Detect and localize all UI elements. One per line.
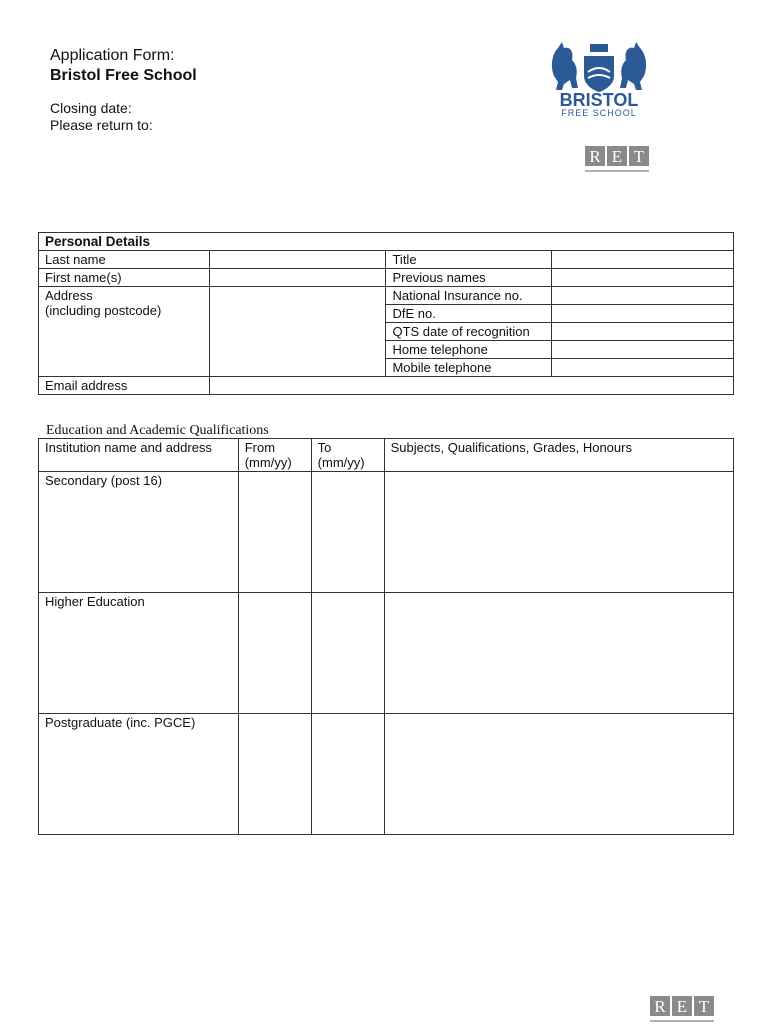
personal-details-table (38, 232, 734, 395)
postgraduate-to-field[interactable] (311, 714, 384, 835)
email-field[interactable] (209, 377, 733, 395)
secondary-label[interactable]: Secondary (post 16) (39, 472, 239, 593)
secondary-to-field[interactable] (311, 472, 384, 593)
table-row (39, 269, 734, 287)
dfe-number-label: DfE no. (386, 305, 552, 323)
to-format: (mm/yy) (317, 455, 365, 470)
ret-logo-footer (648, 994, 718, 1024)
from-format: (mm/yy) (244, 455, 292, 470)
ret-logo (583, 144, 653, 176)
table-row (39, 251, 734, 269)
address-label (39, 287, 210, 377)
dfe-number-field[interactable] (552, 305, 734, 323)
return-to-label: Please return to: (50, 117, 153, 133)
form-title (50, 46, 197, 86)
secondary-subjects-field[interactable] (384, 472, 733, 593)
crown-icon (590, 44, 608, 52)
form-title-line1: Application Form: (50, 47, 175, 64)
ni-number-field[interactable] (552, 287, 734, 305)
address-label-text: Address (45, 288, 93, 303)
postgraduate-from-field[interactable] (238, 714, 311, 835)
personal-header-row (39, 233, 734, 251)
subjects-column-header: Subjects, Qualifications, Grades, Honours (384, 439, 733, 472)
table-row (39, 472, 734, 593)
to-label: To (317, 440, 332, 455)
email-label: Email address (39, 377, 210, 395)
home-telephone-field[interactable] (552, 341, 734, 359)
table-row (39, 287, 734, 305)
education-table (38, 438, 734, 835)
address-label-note: (including postcode) (45, 303, 162, 318)
mobile-telephone-field[interactable] (552, 359, 734, 377)
from-label: From (244, 440, 276, 455)
previous-names-field[interactable] (552, 269, 734, 287)
closing-date-label: Closing date: (50, 100, 132, 116)
right-unicorn-icon (620, 42, 646, 90)
logo-wordmark: BRISTOL (559, 90, 639, 110)
home-telephone-label: Home telephone (386, 341, 552, 359)
mobile-telephone-label: Mobile telephone (386, 359, 552, 377)
education-heading: Education and Academic Qualifications (46, 423, 269, 438)
logo-subtitle: FREE SCHOOL (561, 108, 637, 118)
ret-letter-e: E (611, 147, 623, 166)
higher-education-label[interactable]: Higher Education (39, 593, 239, 714)
table-row (39, 593, 734, 714)
secondary-from-field[interactable] (238, 472, 311, 593)
postgraduate-label[interactable]: Postgraduate (inc. PGCE) (39, 714, 239, 835)
first-names-field[interactable] (209, 269, 386, 287)
postgraduate-subjects-field[interactable] (384, 714, 733, 835)
to-column-header (311, 439, 384, 472)
higher-education-to-field[interactable] (311, 593, 384, 714)
qts-date-field[interactable] (552, 323, 734, 341)
last-name-field[interactable] (209, 251, 386, 269)
ret-letter-t: T (633, 147, 645, 166)
table-row (39, 377, 734, 395)
ni-number-label: National Insurance no. (386, 287, 552, 305)
from-column-header (238, 439, 311, 472)
education-header-row (39, 439, 734, 472)
last-name-label: Last name (39, 251, 210, 269)
bristol-free-school-logo (540, 36, 658, 118)
form-meta (50, 100, 153, 134)
ret-footer-letter-e: E (676, 997, 688, 1016)
left-unicorn-icon (552, 42, 578, 90)
ret-footer-letter-t: T (698, 997, 710, 1016)
form-title-school: Bristol Free School (50, 67, 197, 84)
institution-column-header: Institution name and address (39, 439, 239, 472)
address-field[interactable] (209, 287, 386, 377)
table-row (39, 714, 734, 835)
first-names-label: First name(s) (39, 269, 210, 287)
higher-education-subjects-field[interactable] (384, 593, 733, 714)
higher-education-from-field[interactable] (238, 593, 311, 714)
title-field[interactable] (552, 251, 734, 269)
title-label: Title (386, 251, 552, 269)
qts-date-label: QTS date of recognition (386, 323, 552, 341)
ret-letter-r: R (589, 147, 601, 166)
previous-names-label: Previous names (386, 269, 552, 287)
personal-details-heading: Personal Details (39, 233, 734, 251)
ret-footer-letter-r: R (654, 997, 666, 1016)
